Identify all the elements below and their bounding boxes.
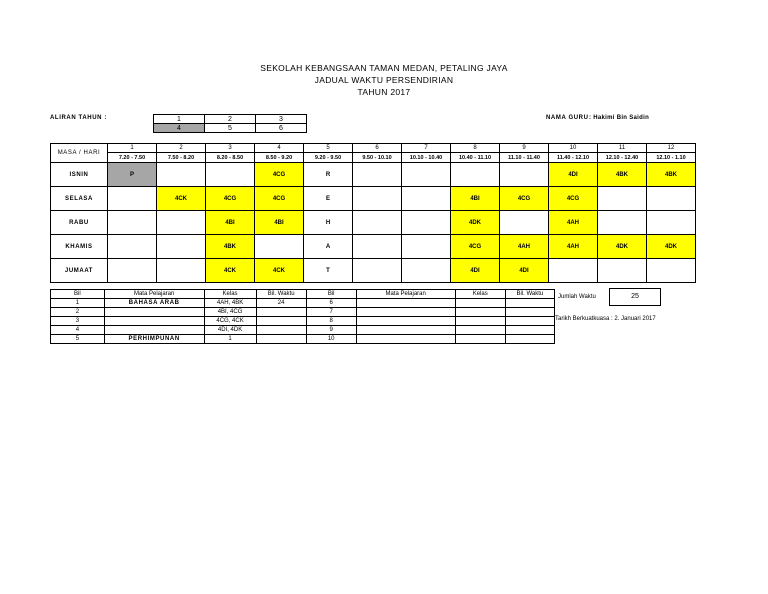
summary-cell: 4: [51, 326, 105, 335]
lesson-cell: 4CG: [255, 187, 304, 211]
summary-cell: [455, 308, 505, 317]
period-number: 9: [500, 144, 549, 153]
lesson-cell: [157, 163, 206, 187]
summary-cell: [455, 317, 505, 326]
summary-cell: 4DI, 4DK: [204, 326, 256, 335]
tarikh-berkuatkuasa: Tarikh Berkuatkuasa : 2. Januari 2017: [555, 316, 656, 322]
lesson-cell: [402, 163, 451, 187]
document-title: JADUAL WAKTU PERSENDIRIAN: [314, 75, 454, 85]
aliran-cell: 5: [205, 124, 256, 133]
period-number: 6: [353, 144, 402, 153]
summary-cell: [505, 299, 554, 308]
lesson-cell: [108, 211, 157, 235]
day-name: JUMAAT: [51, 259, 108, 283]
summary-cell: 8: [306, 317, 356, 326]
lesson-cell: 4BK: [206, 235, 255, 259]
aliran-cell: 2: [205, 115, 256, 124]
lesson-cell: [157, 211, 206, 235]
lesson-cell: 4BI: [206, 211, 255, 235]
summary-cell: [256, 335, 306, 344]
period-time: 7.50 - 8.20: [157, 153, 206, 163]
lesson-cell: 4CK: [255, 259, 304, 283]
summary-row: [51, 335, 555, 344]
day-name: RABU: [51, 211, 108, 235]
lesson-cell: [549, 259, 598, 283]
period-number: 11: [598, 144, 647, 153]
rehat-cell: T: [304, 259, 353, 283]
aliran-table: [153, 114, 307, 133]
lesson-cell: [157, 259, 206, 283]
summary-cell: [505, 335, 554, 344]
day-row: [51, 259, 696, 283]
lesson-cell: [598, 187, 647, 211]
summary-cell: 9: [306, 326, 356, 335]
lesson-cell: [451, 163, 500, 187]
lesson-cell: 4CG: [500, 187, 549, 211]
lesson-cell: 4DI: [549, 163, 598, 187]
period-time: 11.40 - 12.10: [549, 153, 598, 163]
rehat-cell: E: [304, 187, 353, 211]
period-number: 3: [206, 144, 255, 153]
lesson-cell: [353, 259, 402, 283]
period-time: 9.20 - 9.50: [304, 153, 353, 163]
period-time: 10.40 - 11.10: [451, 153, 500, 163]
lesson-cell: 4CG: [255, 163, 304, 187]
period-number: 12: [647, 144, 696, 153]
summary-cell: [505, 326, 554, 335]
lesson-cell: [108, 259, 157, 283]
period-time: 12.10 - 12.40: [598, 153, 647, 163]
rehat-cell: R: [304, 163, 353, 187]
aliran-cell: 6: [256, 124, 307, 133]
lesson-cell: [108, 235, 157, 259]
period-number: 8: [451, 144, 500, 153]
day-row: [51, 211, 696, 235]
summary-cell: [356, 308, 455, 317]
guru-label: NAMA GURU: [546, 115, 589, 121]
summary-row: [51, 326, 555, 335]
lesson-cell: [402, 259, 451, 283]
lesson-cell: 4CG: [451, 235, 500, 259]
summary-header: Bil. Waktu: [256, 290, 306, 299]
lesson-cell: 4DK: [598, 235, 647, 259]
summary-cell: 1: [51, 299, 105, 308]
lesson-cell: 4CK: [157, 187, 206, 211]
summary-cell: [356, 299, 455, 308]
summary-header: Kelas: [455, 290, 505, 299]
summary-cell: [356, 326, 455, 335]
lesson-cell: 4DK: [647, 235, 696, 259]
period-number: 7: [402, 144, 451, 153]
summary-header: Kelas: [204, 290, 256, 299]
day-row: [51, 235, 696, 259]
lesson-cell: [206, 163, 255, 187]
lesson-cell: 4DI: [451, 259, 500, 283]
aliran-label: ALIRAN TAHUN :: [50, 115, 107, 121]
timetable: [50, 143, 696, 283]
day-row: [51, 163, 696, 187]
summary-cell: 1: [204, 335, 256, 344]
lesson-cell: [647, 187, 696, 211]
summary-cell: 24: [256, 299, 306, 308]
lesson-cell: [255, 235, 304, 259]
summary-cell: BAHASA ARAB: [104, 299, 204, 308]
summary-cell: [455, 335, 505, 344]
lesson-cell: [500, 211, 549, 235]
lesson-cell: 4AH: [500, 235, 549, 259]
summary-table: [50, 289, 555, 344]
period-number: 4: [255, 144, 304, 153]
lesson-cell: 4BK: [647, 163, 696, 187]
lesson-cell: [647, 211, 696, 235]
summary-cell: [505, 308, 554, 317]
lesson-cell: [647, 259, 696, 283]
summary-cell: 7: [306, 308, 356, 317]
period-time: 11.10 - 11.40: [500, 153, 549, 163]
summary-cell: [104, 326, 204, 335]
lesson-cell: 4BK: [598, 163, 647, 187]
lesson-cell: 4BI: [451, 187, 500, 211]
summary-cell: 3: [51, 317, 105, 326]
aliran-cell-selected: 4: [154, 124, 205, 133]
day-name: SELASA: [51, 187, 108, 211]
period-number: 5: [304, 144, 353, 153]
period-time: 8.50 - 9.20: [255, 153, 304, 163]
summary-cell: PERHIMPUNAN: [104, 335, 204, 344]
period-number: 10: [549, 144, 598, 153]
day-name: ISNIN: [51, 163, 108, 187]
lesson-cell: [353, 187, 402, 211]
school-name: SEKOLAH KEBANGSAAN TAMAN MEDAN, PETALING JAYA: [260, 63, 508, 73]
lesson-cell: 4AH: [549, 235, 598, 259]
summary-cell: [104, 308, 204, 317]
guru-name: : Hakimi Bin Saidin: [589, 115, 650, 121]
summary-cell: [256, 326, 306, 335]
aliran-cell: 3: [256, 115, 307, 124]
period-number: 2: [157, 144, 206, 153]
lesson-cell: 4DI: [500, 259, 549, 283]
summary-cell: [356, 317, 455, 326]
lesson-cell: 4AH: [549, 211, 598, 235]
day-name: KHAMIS: [51, 235, 108, 259]
summary-cell: [455, 299, 505, 308]
lesson-cell: [353, 211, 402, 235]
summary-cell: 4AH, 4BK: [204, 299, 256, 308]
lesson-cell: 4DK: [451, 211, 500, 235]
summary-cell: [455, 326, 505, 335]
summary-row: [51, 317, 555, 326]
summary-header: Bil: [306, 290, 356, 299]
aliran-cell: 1: [154, 115, 205, 124]
period-time: 10.10 - 10.40: [402, 153, 451, 163]
rehat-cell: A: [304, 235, 353, 259]
lesson-cell: [598, 211, 647, 235]
lesson-cell: [353, 163, 402, 187]
period-time: 7.20 - 7.50: [108, 153, 157, 163]
summary-cell: 6: [306, 299, 356, 308]
summary-cell: [104, 317, 204, 326]
summary-header: Mata Pelajaran: [104, 290, 204, 299]
summary-cell: [356, 335, 455, 344]
lesson-cell: 4BI: [255, 211, 304, 235]
lesson-cell: 4CG: [549, 187, 598, 211]
day-row: [51, 187, 696, 211]
period-number: 1: [108, 144, 157, 153]
summary-cell: 4BI, 4CG: [204, 308, 256, 317]
summary-row: [51, 299, 555, 308]
lesson-cell: [402, 187, 451, 211]
summary-header: Bil. Waktu: [505, 290, 554, 299]
document-year: TAHUN 2017: [357, 87, 411, 97]
lesson-cell: 4CK: [206, 259, 255, 283]
lesson-cell: [500, 163, 549, 187]
jumlah-label: Jumlah Waktu: [558, 294, 596, 300]
summary-cell: [256, 317, 306, 326]
period-time: 8.20 - 8.50: [206, 153, 255, 163]
summary-cell: 4CG, 4CK: [204, 317, 256, 326]
lesson-cell: [402, 235, 451, 259]
lesson-cell: [402, 211, 451, 235]
summary-header: Mata Pelajaran: [356, 290, 455, 299]
rehat-cell: H: [304, 211, 353, 235]
lesson-cell: P: [108, 163, 157, 187]
summary-row: [51, 308, 555, 317]
jumlah-value: 25: [609, 288, 661, 306]
summary-cell: 5: [51, 335, 105, 344]
summary-cell: [256, 308, 306, 317]
lesson-cell: [108, 187, 157, 211]
lesson-cell: [157, 235, 206, 259]
summary-cell: 10: [306, 335, 356, 344]
summary-cell: [505, 317, 554, 326]
lesson-cell: [353, 235, 402, 259]
period-time: 12.10 - 1.10: [647, 153, 696, 163]
lesson-cell: [598, 259, 647, 283]
corner-header: MASA / HARI: [51, 144, 108, 163]
summary-cell: 2: [51, 308, 105, 317]
summary-header: Bil: [51, 290, 105, 299]
lesson-cell: 4CG: [206, 187, 255, 211]
period-time: 9.50 - 10.10: [353, 153, 402, 163]
